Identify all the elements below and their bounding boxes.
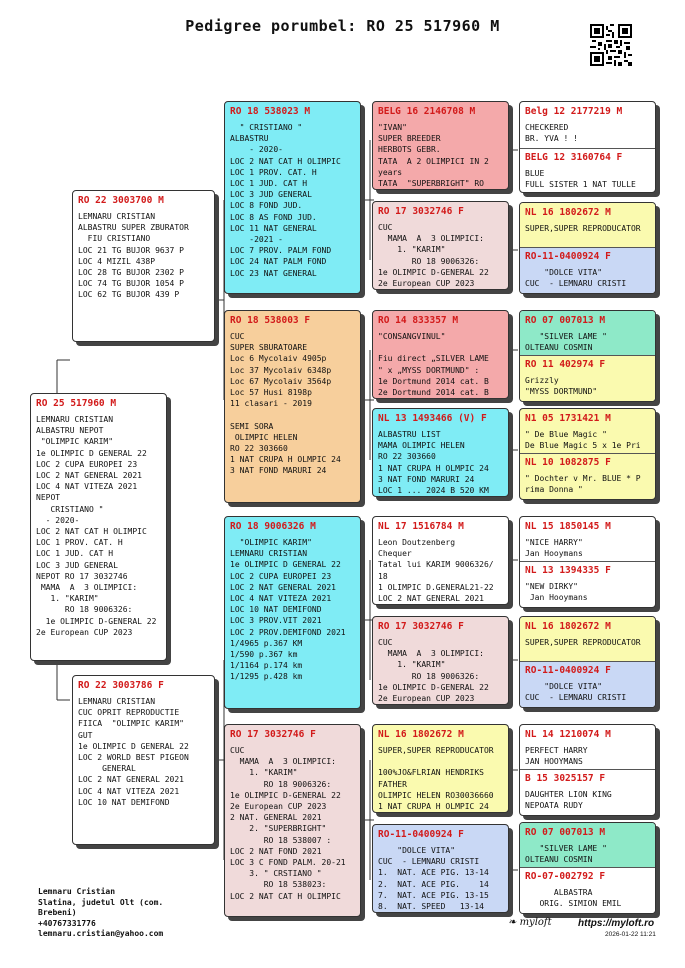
breeder-phone: +40767331776	[38, 918, 96, 928]
g4-pair-card[interactable]	[519, 101, 656, 193]
pigeon-description: "NEW DIRKY" Jan Hooymans	[525, 582, 588, 603]
great-grandparent-card[interactable]	[372, 201, 509, 290]
mother-pigeon-card[interactable]	[72, 675, 215, 845]
pigeon-ring-id: RO 17 3032746 F	[378, 206, 464, 217]
g4-pair-card[interactable]	[519, 408, 656, 500]
g4-pair-card[interactable]	[519, 202, 656, 294]
great-grandparent-card[interactable]	[372, 408, 509, 497]
pigeon-ring-id: RO 07 007013 M	[525, 827, 606, 838]
pigeon-description: LEMNARU CRISTIAN CUC OPRIT REPRODUCTIE FIICA "OLIMPIC KARIM" GUT 1e OLIMPIC D GENERAL 22 LOC 2 WORLD BEST PIGEON GENERAL LOC 2 NAT GENERAL 2021 LOC 4 NAT VITEZA 2021 LOC 10 NAT DEMIFOND	[78, 697, 189, 807]
pigeon-description: CUC MAMA A 3 OLIMPICI: 1. "KARIM" RO 18 9006326: 1e OLIMPIC D-GENERAL 22 2e European CUP 2023 2 NAT. GENERAL 2021 2. "SUPERBRIGHT" RO 18 538007 : LOC 2 NAT FOND 2021 LOC 3 C FOND PALM. 20-21 3. " CRSTIANO " RO 18 538023: LOC 2 NAT CAT H OLIMPIC	[230, 746, 346, 901]
pigeon-description: CUC SUPER SBURATOARE Loc 6 Mycolaiv 4905p Loc 37 Mycolaiv 6348p Loc 67 Mycolaiv 3564p Loc 57 Husi 8198p 11 clasari - 2019 SEMI SORA OLIMPIC HELEN RO 22 303660 1 NAT CRUPA H OLMPIC 24 3 NAT FOND MARURI 24	[230, 332, 341, 476]
g4-pair-card[interactable]	[519, 616, 656, 708]
pigeon-description: CUC MAMA A 3 OLIMPICI: 1. "KARIM" RO 18 9006326: 1e OLIMPIC D-GENERAL 22 2e European CUP 2023	[378, 223, 489, 289]
pigeon-ring-id: RO 22 3003786 F	[78, 680, 164, 691]
pigeon-ring-id: RO 17 3032746 F	[230, 729, 316, 740]
pigeon-description: SUPER,SUPER REPRODUCATOR	[525, 224, 641, 233]
pigeon-description: SUPER,SUPER REPRODUCATOR 100%JO&FLRIAN HENDRIKS FATHER OLIMPIC HELEN RO30036660 1 NAT CRUPA H OLMPIC 24	[378, 746, 494, 812]
pigeon-ring-id: RO 25 517960 M	[36, 398, 117, 409]
pigeon-description: LEMNARU CRISTIAN ALBASTRU NEPOT "OLIMPIC KARIM" 1e OLIMPIC D GENERAL 22 LOC 2 CUPA EUROPEI 23 LOC 2 NAT GENERAL 2021 LOC 4 NAT VITEZA 2021 NEPOT CRISTIANO " - 2020- LOC 2 NAT CAT H OLIMPIC LOC 1 PROV. CAT. H LOC 1 JUD. CAT H LOC 3 JUD GENERAL NEPOT RO 17 3032746 MAMA A 3 OLIMPICI: 1. "KARIM" RO 18 9006326: 1e OLIMPIC D-GENERAL 22 2e European CUP 2023	[36, 415, 157, 637]
pigeon-description: DAUGHTER LION KING NEPOATA RUDY	[525, 790, 612, 811]
pigeon-description: LEMNARU CRISTIAN ALBASTRU SUPER ZBURATOR FIU CRISTIANO LOC 21 TG BUJOR 9637 P LOC 4 MIZIL 438P LOC 28 TG BUJOR 2302 P LOC 74 TG BUJOR 1054 P LOC 62 TG BUJOR 439 P	[78, 212, 189, 300]
great-grandparent-card[interactable]	[372, 516, 509, 605]
pigeon-ring-id: Belg 12 2177219 M	[525, 106, 623, 117]
pigeon-description: BLUE FULL SISTER 1 NAT TULLE	[525, 169, 636, 190]
logo-text: myloft	[519, 917, 552, 928]
pigeon-description: "DOLCE VITA" CUC - LEMNARU CRISTI	[525, 682, 627, 703]
pigeon-description: "CONSANGVINUL" Fiu direct „SILVER LAME " x „MYSS DORTMUND" : 1e Dortmund 2014 cat. B 2e Dortmund 2014 cat. B	[378, 332, 489, 398]
pigeon-description: Leon Doutzenberg Chequer Tatal lui KARIM 9006326/ 18 1 OLIMPIC D.GENERAL21-22 LOC 2 NAT GENERAL 2021	[378, 538, 494, 604]
pigeon-ring-id: N1 05 1731421 M	[525, 413, 611, 424]
myloft-logo	[508, 917, 552, 928]
great-grandparent-card[interactable]	[372, 724, 509, 813]
subject-pigeon-card[interactable]	[30, 393, 167, 661]
breeder-email[interactable]: lemnaru.cristian@yahoo.com	[38, 929, 164, 939]
maternal-grandfather-card[interactable]	[224, 516, 361, 709]
pigeon-description: " CRISTIANO " ALBASTRU - 2020- LOC 2 NAT CAT H OLIMPIC LOC 1 PROV. CAT. H LOC 1 JUD. CAT H LOC 3 JUD GENERAL LOC 8 FOND JUD. LOC 8 AS FOND JUD. LOC 11 NAT GENERAL -2021 - LOC 7 PROV. PALM FOND LOC 24 NAT PALM FOND LOC 23 NAT GENERAL	[230, 123, 341, 278]
pigeon-ring-id: NL 14 1210074 M	[525, 729, 611, 740]
pigeon-ring-id: RO 18 9006326 M	[230, 521, 316, 532]
pigeon-description: "OLIMPIC KARIM" LEMNARU CRISTIAN 1e OLIMPIC D GENERAL 22 LOC 2 CUPA EUROPEI 23 LOC 2 NAT GENERAL 2021 LOC 4 NAT VITEZA 2021 LOC 10 NAT DEMIFOND LOC 3 PROV.VIT 2021 LOC 2 PROV.DEMIFOND 2021 1/4965 p.367 KM 1/590 p.367 km 1/1164 p.174 km 1/1295 p.428 km	[230, 538, 346, 682]
pigeon-description: " De Blue Magic " De Blue Magic 5 x 1e Pri	[525, 430, 641, 451]
pigeon-ring-id: RO 17 3032746 F	[378, 621, 464, 632]
paternal-grandmother-card[interactable]	[224, 310, 361, 503]
pigeon-description: "DOLCE VITA" CUC - LEMNARU CRISTI	[525, 268, 627, 289]
pigeon-ring-id: BELG 16 2146708 M	[378, 106, 476, 117]
pigeon-description: CHECKERED BR. YVA ! !	[525, 123, 578, 144]
great-grandparent-card[interactable]	[372, 616, 509, 705]
pigeon-ring-id: BELG 12 3160764 F	[525, 152, 623, 163]
pigeon-ring-id: RO-11-0400924 F	[525, 665, 611, 676]
pigeon-ring-id: RO-11-0400924 F	[378, 829, 464, 840]
pigeon-description: ALBASTRA ORIG. SIMION EMIL	[539, 888, 622, 909]
pigeon-description: "SILVER LAME " OLTEANU COSMIN	[525, 844, 607, 865]
pigeon-description: PERFECT HARRY JAN HOOYMANS	[525, 746, 588, 767]
pigeon-ring-id: RO-07-002792 F	[525, 871, 606, 882]
g4-pair-card[interactable]	[519, 724, 656, 816]
g4-pair-card[interactable]	[519, 310, 656, 402]
pigeon-ring-id: RO 14 833357 M	[378, 315, 459, 326]
breeder-address-line2: Brebeni)	[38, 908, 77, 918]
pigeon-description: CUC MAMA A 3 OLIMPICI: 1. "KARIM" RO 18 9006326: 1e OLIMPIC D-GENERAL 22 2e European CUP 2023	[378, 638, 489, 704]
bird-icon: ❧	[508, 917, 517, 928]
pigeon-ring-id: RO 18 538003 F	[230, 315, 311, 326]
pigeon-ring-id: NL 10 1082875 F	[525, 457, 611, 468]
pigeon-ring-id: RO 11 402974 F	[525, 359, 606, 370]
pigeon-description: Grizzly "MYSS DORTMUND"	[525, 376, 598, 397]
pigeon-ring-id: RO 22 3003700 M	[78, 195, 164, 206]
great-grandparent-card[interactable]	[372, 824, 509, 913]
print-timestamp: 2026-01-22 11:21	[605, 931, 656, 938]
site-link[interactable]: https://myloft.ro	[578, 918, 655, 929]
paternal-grandfather-card[interactable]	[224, 101, 361, 294]
pigeon-ring-id: NL 16 1802672 M	[525, 621, 611, 632]
pigeon-description: "DOLCE VITA" CUC - LEMNARU CRISTI 1. NAT. ACE PIG. 13-14 2. NAT. ACE PIG. 14 7. NAT. ACE PIG. 13-15 8. NAT. SPEED 13-14	[378, 846, 489, 912]
pigeon-ring-id: NL 13 1394335 F	[525, 565, 611, 576]
pigeon-ring-id: RO 07 007013 M	[525, 315, 606, 326]
breeder-name: Lemnaru Cristian	[38, 887, 116, 896]
pigeon-ring-id: NL 16 1802672 M	[525, 207, 611, 218]
pigeon-description: SUPER,SUPER REPRODUCATOR	[525, 638, 641, 647]
pigeon-ring-id: NL 13 1493466 (V) F	[378, 413, 487, 424]
pigeon-ring-id: RO 18 538023 M	[230, 106, 311, 117]
pigeon-description: "IVAN" SUPER BREEDER HERBOTS GEBR. TATA A 2 OLIMPICI IN 2 years TATA "SUPERBRIGHT" RO	[378, 123, 489, 189]
great-grandparent-card[interactable]	[372, 310, 509, 399]
pigeon-ring-id: NL 17 1516784 M	[378, 521, 464, 532]
breeder-address-line1: Slatina, judetul Olt (com.	[38, 897, 164, 907]
pigeon-description: ALBASTRU LIST MAMA OLIMPIC HELEN RO 22 303660 1 NAT CRUPA H OLMPIC 24 3 NAT FOND MARURI 24 LOC 1 ... 2024 B 520 KM	[378, 430, 489, 496]
g4-pair-card[interactable]	[519, 822, 656, 914]
breeder-contact	[38, 887, 163, 940]
pigeon-description: "NICE HARRY" Jan Hooymans	[525, 538, 583, 559]
page-title: Pedigree porumbel: RO 25 517960 M	[185, 17, 500, 35]
pigeon-ring-id: NL 15 1850145 M	[525, 521, 611, 532]
pigeon-description: "SILVER LAME " OLTEANU COSMIN	[525, 332, 607, 353]
pigeon-ring-id: B 15 3025157 F	[525, 773, 606, 784]
g4-pair-card[interactable]	[519, 516, 656, 608]
maternal-grandmother-card[interactable]	[224, 724, 361, 917]
pigeon-ring-id: RO-11-0400924 F	[525, 251, 611, 262]
father-pigeon-card[interactable]	[72, 190, 215, 342]
pigeon-description: " Dochter v Mr. BLUE * P rima Donna "	[525, 474, 641, 495]
pigeon-ring-id: NL 16 1802672 M	[378, 729, 464, 740]
great-grandparent-card[interactable]	[372, 101, 509, 190]
